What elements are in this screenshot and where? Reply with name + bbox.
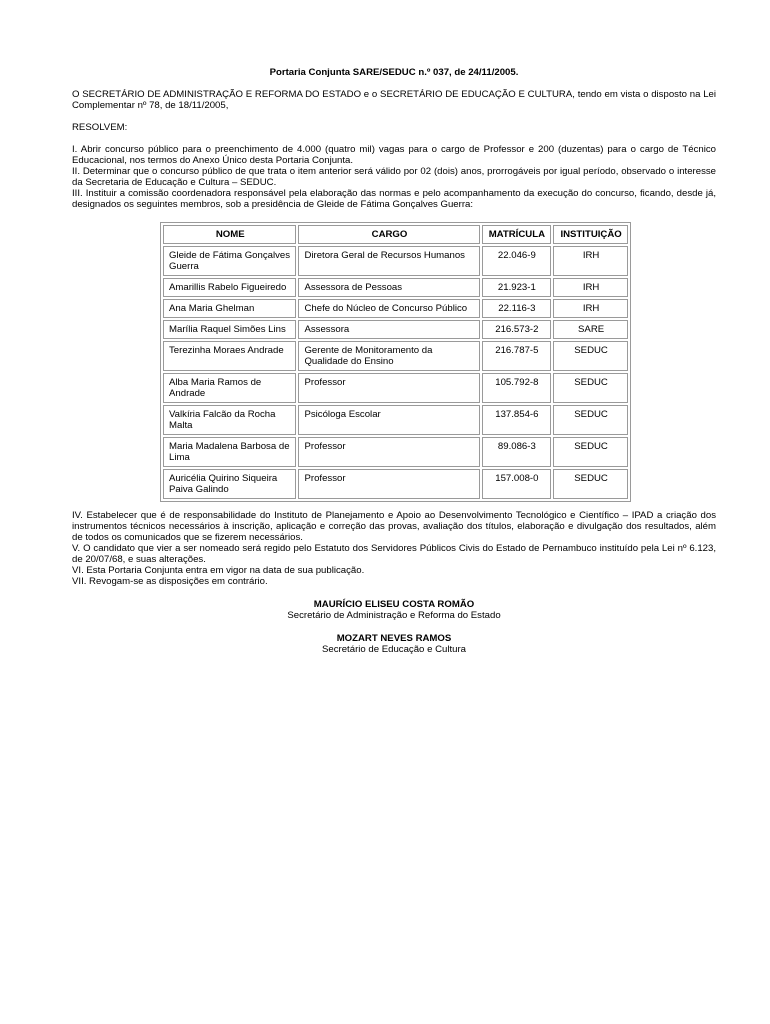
- cell-nome: Maria Madalena Barbosa de Lima: [163, 437, 296, 467]
- cell-instituicao: SEDUC: [553, 341, 628, 371]
- table-header-row: [163, 225, 628, 244]
- table-row: [163, 373, 628, 403]
- cell-instituicao: IRH: [553, 246, 628, 276]
- cell-matricula: 216.573-2: [482, 320, 552, 339]
- cell-nome: Ana Maria Ghelman: [163, 299, 296, 318]
- header-nome: NOME: [163, 225, 296, 244]
- signature-block-1: [72, 599, 716, 621]
- table-row: [163, 405, 628, 435]
- document-page: [72, 67, 716, 655]
- cell-cargo: Professor: [298, 437, 479, 467]
- cell-instituicao: SEDUC: [553, 469, 628, 499]
- cell-cargo: Chefe do Núcleo de Concurso Público: [298, 299, 479, 318]
- cell-nome: Amarillis Rabelo Figueiredo: [163, 278, 296, 297]
- header-cargo: CARGO: [298, 225, 479, 244]
- members-table: [160, 222, 631, 502]
- item-2: II. Determinar que o concurso público de que trata o item anterior será válido por 02 (dois) anos, prorrogáveis por igual período, observado o interesse da Secretaria de Educação e Cultura – SEDUC.: [72, 166, 716, 188]
- cell-cargo: Psicóloga Escolar: [298, 405, 479, 435]
- item-6: VI. Esta Portaria Conjunta entra em vigor na data de sua publicação.: [72, 565, 365, 576]
- table-row: [163, 469, 628, 499]
- cell-matricula: 89.086-3: [482, 437, 552, 467]
- signatory-name: MOZART NEVES RAMOS: [336, 633, 452, 644]
- signatory-name: MAURÍCIO ELISEU COSTA ROMÃO: [313, 599, 475, 610]
- item-1: I. Abrir concurso público para o preenchimento de 4.000 (quatro mil) vagas para o cargo de Professor e 200 (duzentas) para o cargo de Técnico Educacional, nos termos do Anexo Único desta Portaria Conjunta.: [72, 144, 716, 166]
- table-row: [163, 341, 628, 371]
- header-matricula: MATRÍCULA: [482, 225, 552, 244]
- signature-block-2: [72, 633, 716, 655]
- cell-matricula: 21.923-1: [482, 278, 552, 297]
- table-row: [163, 437, 628, 467]
- cell-cargo: Assessora de Pessoas: [298, 278, 479, 297]
- cell-nome: Alba Maria Ramos de Andrade: [163, 373, 296, 403]
- cell-nome: Auricélia Quirino Siqueira Paiva Galindo: [163, 469, 296, 499]
- cell-matricula: 216.787-5: [482, 341, 552, 371]
- header-instituicao: INSTITUIÇÃO: [553, 225, 628, 244]
- cell-matricula: 22.046-9: [482, 246, 552, 276]
- intro-paragraph: O SECRETÁRIO DE ADMINISTRAÇÃO E REFORMA DO ESTADO e o SECRETÁRIO DE EDUCAÇÃO E CULTURA, tendo em vista o disposto na Lei Complementar nº 78, de 18/11/2005,: [72, 89, 716, 111]
- cell-cargo: Professor: [298, 469, 479, 499]
- cell-instituicao: SEDUC: [553, 437, 628, 467]
- cell-matricula: 22.116-3: [482, 299, 552, 318]
- cell-nome: Marília Raquel Simões Lins: [163, 320, 296, 339]
- cell-instituicao: SEDUC: [553, 373, 628, 403]
- cell-cargo: Gerente de Monitoramento da Qualidade do Ensino: [298, 341, 479, 371]
- cell-nome: Gleide de Fátima Gonçalves Guerra: [163, 246, 296, 276]
- document-title: Portaria Conjunta SARE/SEDUC n.º 037, de 24/11/2005.: [269, 67, 519, 78]
- cell-instituicao: SARE: [553, 320, 628, 339]
- resolvem-heading: RESOLVEM:: [72, 122, 128, 133]
- cell-matricula: 105.792-8: [482, 373, 552, 403]
- signatory-role: Secretário de Administração e Reforma do Estado: [287, 610, 501, 621]
- cell-cargo: Diretora Geral de Recursos Humanos: [298, 246, 479, 276]
- cell-matricula: 157.008-0: [482, 469, 552, 499]
- cell-instituicao: IRH: [553, 299, 628, 318]
- cell-nome: Valkíria Falcão da Rocha Malta: [163, 405, 296, 435]
- cell-cargo: Assessora: [298, 320, 479, 339]
- table-row: [163, 246, 628, 276]
- item-5: V. O candidato que vier a ser nomeado será regido pelo Estatuto dos Servidores Públicos Civis do Estado de Pernambuco instituído pela Lei nº 6.123, de 20/07/68, e suas alterações.: [72, 543, 716, 565]
- item-4: IV. Estabelecer que é de responsabilidade do Instituto de Planejamento e Apoio ao Desenvolvimento Tecnológico e Científico – IPAD a criação dos instrumentos técnicos necessários à inscrição, aplicação e correção das provas, avaliação dos títulos, elaboração e divulgação dos resultados, além de todos os comunicados que se fizerem necessários.: [72, 510, 716, 543]
- item-7: VII. Revogam-se as disposições em contrário.: [72, 576, 268, 587]
- cell-cargo: Professor: [298, 373, 479, 403]
- cell-matricula: 137.854-6: [482, 405, 552, 435]
- table-row: [163, 320, 628, 339]
- cell-instituicao: IRH: [553, 278, 628, 297]
- cell-instituicao: SEDUC: [553, 405, 628, 435]
- table-row: [163, 299, 628, 318]
- item-3: III. Instituir a comissão coordenadora responsável pela elaboração das normas e pelo acompanhamento da execução do concurso, ficando, desde já, designados os seguintes membros, sob a presidência de Gleide de Fátima Gonçalves Guerra:: [72, 188, 716, 210]
- cell-nome: Terezinha Moraes Andrade: [163, 341, 296, 371]
- signatory-role: Secretário de Educação e Cultura: [322, 644, 466, 655]
- table-row: [163, 278, 628, 297]
